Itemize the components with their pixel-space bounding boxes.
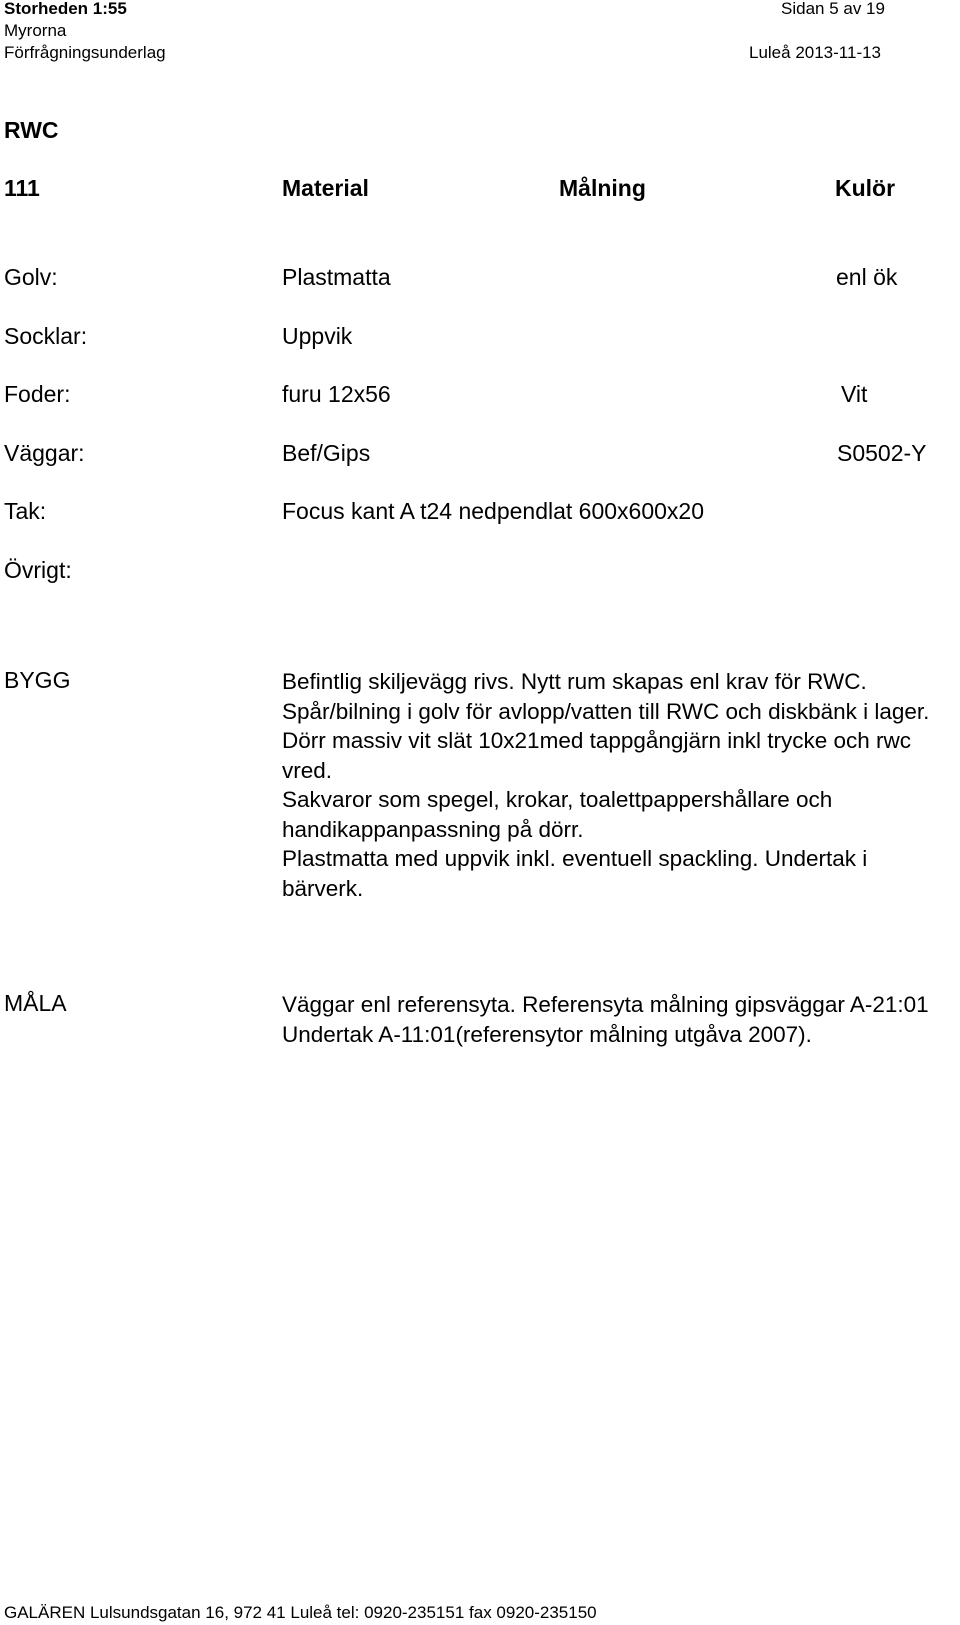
row-color-casing: Vit [841,381,868,407]
footer-contact: GALÄREN Lulsundsgatan 16, 972 41 Luleå tel: 0920-235151 fax 0920-235150 [4,1603,597,1622]
row-label-floor: Golv: [4,264,58,290]
room-title: RWC [4,117,59,143]
row-label-casing: Foder: [4,381,71,407]
document-type: Förfrågningsunderlag [4,43,166,62]
row-material-walls: Bef/Gips [282,440,371,466]
row-material-ceiling: Focus kant A t24 nedpendlat 600x600x20 [282,498,704,524]
bygg-line-2: Spår/bilning i golv för avlopp/vatten till RWC och diskbänk i lager. [282,698,930,724]
bygg-line-1: Befintlig skiljevägg rivs. Nytt rum skapas enl krav för RWC. [282,669,867,694]
room-number-heading: 111 [4,175,40,201]
row-color-walls: S0502-Y [837,440,927,466]
row-label-walls: Väggar: [4,440,85,466]
row-color-floor: enl ök [836,264,898,290]
place-date: Luleå 2013-11-13 [749,43,882,62]
client-name: Myrorna [4,21,67,40]
bygg-line-5: Plastmatta med uppvik inkl. eventuell spackling. Undertak i bärverk. [282,846,868,901]
row-label-skirting: Socklar: [4,323,88,349]
row-label-other: Övrigt: [4,557,72,583]
paint-heading: Målning [559,175,646,201]
row-material-casing: furu 12x56 [282,381,391,407]
section-text-mala: Väggar enl referensyta. Referensyta målning gipsväggar A-21:01 Undertak A-11:01(referensytor målning utgåva 2007). [282,992,929,1047]
section-label-bygg: BYGG [4,667,71,693]
project-name: Storheden 1:55 [4,0,127,18]
section-label-mala: MÅLA [4,990,67,1016]
bygg-line-3: Dörr massiv vit slät 10x21med tappgångjärn inkl trycke och rwc vred. [282,728,912,783]
material-heading: Material [282,175,369,201]
row-material-skirting: Uppvik [282,323,353,349]
row-label-ceiling: Tak: [4,498,47,524]
bygg-line-4: Sakvaror som spegel, krokar, toalettpappershållare och handikappanpassning på dörr. [282,787,833,842]
page-number: Sidan 5 av 19 [781,0,885,18]
color-heading: Kulör [835,175,896,201]
section-text-bygg [282,667,942,903]
row-material-floor: Plastmatta [282,264,391,290]
